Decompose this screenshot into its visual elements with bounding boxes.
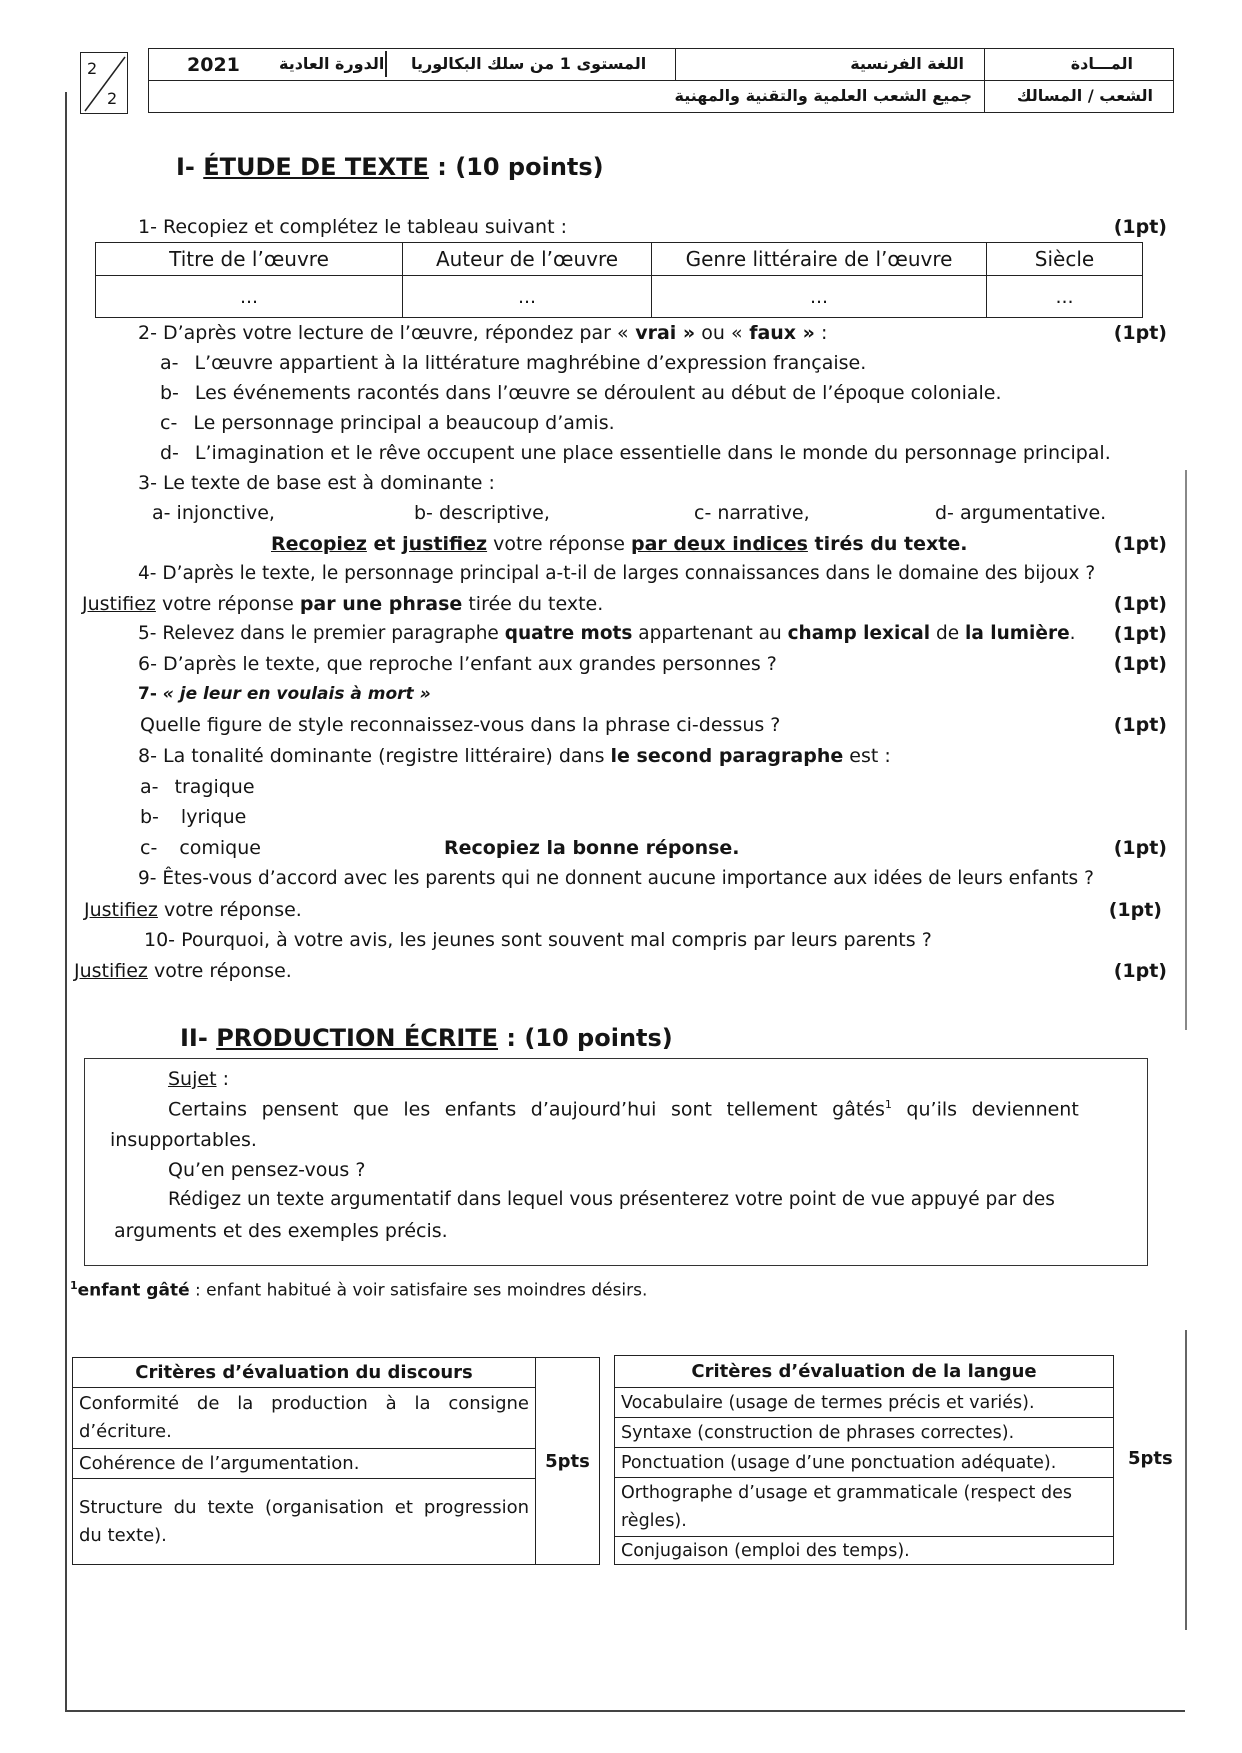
q1-cell-century: ... bbox=[987, 276, 1143, 318]
part2-title-num: II- bbox=[180, 1024, 208, 1052]
question-4: 4- D’après le texte, le personnage principal a-t-il de larges connaissances dans le domaine des bijoux ? bbox=[138, 563, 1096, 584]
q5-g: . bbox=[1069, 623, 1076, 644]
q2-item-text: Le personnage principal a beaucoup d’amis. bbox=[193, 412, 615, 434]
discourse-header: Critères d’évaluation du discours bbox=[73, 1358, 536, 1388]
q10-justify-rest: votre réponse. bbox=[147, 960, 292, 982]
q4-justify bbox=[82, 593, 603, 615]
q5-a: 5- Relevez dans le premier paragraphe bbox=[138, 623, 505, 644]
question-2-suffix: : bbox=[814, 322, 828, 344]
language-row: Ponctuation (usage d’une ponctuation adéquate). bbox=[615, 1448, 1114, 1478]
q2-item-label: c- bbox=[160, 412, 178, 434]
q2-item-label: d- bbox=[160, 442, 179, 464]
q8-a: 8- La tonalité dominante (registre littéraire) dans bbox=[138, 745, 611, 767]
q9-justify-word: Justifiez bbox=[84, 899, 158, 921]
sujet-label bbox=[168, 1068, 229, 1090]
sujet-line-5: arguments et des exemples précis. bbox=[114, 1220, 448, 1242]
part2-title-text: PRODUCTION ÉCRITE bbox=[216, 1024, 499, 1052]
question-1: 1- Recopiez et complétez le tableau suivant : bbox=[138, 216, 567, 238]
q5-b: quatre mots bbox=[504, 623, 633, 644]
q5-c: appartenant au bbox=[632, 623, 788, 644]
q8-b: le second paragraphe bbox=[610, 745, 844, 767]
q3-instruction bbox=[271, 533, 967, 555]
footnote bbox=[70, 1279, 647, 1301]
q1-header-genre: Genre littéraire de l’œuvre bbox=[652, 243, 987, 276]
q2-item-text: L’œuvre appartient à la littérature maghrébine d’expression française. bbox=[194, 352, 867, 374]
question-9-points: (1pt) bbox=[1108, 899, 1162, 921]
question-10-points: (1pt) bbox=[1113, 960, 1167, 982]
q1-header-author: Auteur de l’œuvre bbox=[403, 243, 652, 276]
question-2-prefix: 2- D’après votre lecture de l’œuvre, répondez par « bbox=[138, 322, 629, 344]
q3-option-d: d- argumentative. bbox=[935, 502, 1107, 524]
sujet-line-4: Rédigez un texte argumentatif dans lequel vous présenterez votre point de vue appuyé par des bbox=[168, 1189, 1055, 1210]
q5-d: champ lexical bbox=[787, 623, 931, 644]
discourse-points: 5pts bbox=[536, 1358, 600, 1565]
sujet-line-2: insupportables. bbox=[110, 1129, 257, 1151]
page-number-total: 2 bbox=[107, 89, 118, 108]
q8-option-label: a- bbox=[140, 776, 159, 798]
q2-item-a bbox=[160, 352, 866, 374]
language-points: 5pts bbox=[1128, 1448, 1173, 1469]
question-9: 9- Êtes-vous d’accord avec les parents qui ne donnent aucune importance aux idées de leurs enfants ? bbox=[138, 868, 1094, 889]
q5-f: la lumière bbox=[965, 623, 1070, 644]
sujet-footnote-ref: 1 bbox=[884, 1098, 892, 1111]
q2-item-b bbox=[160, 382, 1002, 404]
q3-option-c: c- narrative, bbox=[694, 502, 810, 524]
q9-justify bbox=[84, 899, 302, 921]
question-7-quote-line bbox=[138, 684, 431, 704]
q8-option-label: c- bbox=[140, 837, 158, 859]
part2-title bbox=[180, 1024, 673, 1052]
language-row: Conjugaison (emploi des temps). bbox=[615, 1537, 1114, 1565]
q8-instruction: Recopiez la bonne réponse. bbox=[444, 837, 740, 859]
sujet-line-1a: Certains pensent que les enfants d’aujourd’hui sont tellement gâtés bbox=[168, 1098, 885, 1121]
q4-justify-rest-3: tirée du texte. bbox=[462, 593, 604, 615]
q7-num: 7- bbox=[138, 684, 157, 704]
question-1-points: (1pt) bbox=[1113, 216, 1167, 238]
criteria-language-table bbox=[614, 1355, 1114, 1565]
question-6-points: (1pt) bbox=[1113, 653, 1167, 675]
question-8 bbox=[138, 745, 891, 767]
q8-option-label: b- bbox=[140, 806, 159, 828]
question-7-points: (1pt) bbox=[1113, 714, 1167, 736]
q1-table bbox=[95, 242, 1143, 318]
exam-level: المستوى 1 من سلك البكالوريا bbox=[411, 54, 647, 73]
q1-cell-title: ... bbox=[96, 276, 403, 318]
q3-instr-votre: votre réponse bbox=[487, 533, 631, 555]
question-3: 3- Le texte de base est à dominante : bbox=[138, 472, 495, 494]
streams-value: جميع الشعب العلمية والتقنية والمهنية bbox=[674, 86, 972, 105]
q7-quote: « je leur en voulais à mort » bbox=[156, 684, 431, 704]
question-3-points: (1pt) bbox=[1113, 533, 1167, 555]
language-row: Orthographe d’usage et grammaticale (respect des règles). bbox=[615, 1478, 1114, 1537]
q1-cell-author: ... bbox=[403, 276, 652, 318]
question-2-vrai: vrai » bbox=[628, 322, 696, 344]
exam-year: 2021 bbox=[187, 54, 240, 76]
q5-e: de bbox=[930, 623, 965, 644]
q1-header-title: Titre de l’œuvre bbox=[96, 243, 403, 276]
question-7: Quelle figure de style reconnaissez-vous dans la phrase ci-dessus ? bbox=[140, 714, 781, 736]
q4-justify-rest-2: par une phrase bbox=[299, 593, 463, 615]
q4-justify-word: Justifiez bbox=[82, 593, 156, 615]
q8-option-text: lyrique bbox=[180, 806, 247, 828]
q8-option-b bbox=[140, 806, 246, 828]
footnote-term: enfant gâté bbox=[77, 1280, 190, 1301]
footnote-num: 1 bbox=[70, 1279, 78, 1292]
q1-header-century: Siècle bbox=[987, 243, 1143, 276]
page-frame-left bbox=[65, 92, 67, 1712]
exam-session: الدورة العادية bbox=[279, 54, 385, 73]
q3-instr-indices: par deux indices bbox=[631, 533, 808, 555]
page-frame-right-lower bbox=[1185, 1330, 1187, 1630]
part1-title-num: I- bbox=[176, 153, 195, 181]
part1-title bbox=[176, 153, 604, 181]
sujet-line-1 bbox=[168, 1098, 1079, 1120]
page-number-box bbox=[80, 52, 128, 114]
discourse-row: Conformité de la production à la consigne d’écriture. bbox=[73, 1388, 536, 1449]
language-row: Vocabulaire (usage de termes précis et variés). bbox=[615, 1388, 1114, 1418]
q3-option-b: b- descriptive, bbox=[414, 502, 550, 524]
discourse-row: Cohérence de l’argumentation. bbox=[73, 1449, 536, 1479]
session-divider bbox=[385, 51, 387, 77]
page-frame-bottom bbox=[65, 1710, 1185, 1712]
footnote-text: : enfant habitué à voir satisfaire ses moindres désirs. bbox=[189, 1280, 648, 1301]
streams-value-cell bbox=[148, 80, 985, 113]
subject-label-cell bbox=[984, 48, 1174, 81]
q9-justify-rest: votre réponse. bbox=[157, 899, 302, 921]
question-2 bbox=[138, 322, 827, 344]
question-5-points: (1pt) bbox=[1113, 623, 1167, 645]
q8-option-c bbox=[140, 837, 261, 859]
question-5 bbox=[138, 623, 1076, 644]
q1-cell-genre: ... bbox=[652, 276, 987, 318]
criteria-discourse-table bbox=[72, 1357, 600, 1565]
q3-instr-justifiez: justifiez bbox=[402, 533, 488, 555]
language-row: Syntaxe (construction de phrases correctes). bbox=[615, 1418, 1114, 1448]
q2-item-text: L’imagination et le rêve occupent une place essentielle dans le monde du personnage principal. bbox=[194, 442, 1111, 464]
q3-option-a: a- injonctive, bbox=[152, 502, 275, 524]
q8-option-a bbox=[140, 776, 255, 798]
subject-value-cell bbox=[675, 48, 985, 81]
q3-instr-et: et bbox=[366, 533, 403, 555]
part1-title-points: : (10 points) bbox=[437, 153, 604, 181]
part1-title-text: ÉTUDE DE TEXTE bbox=[203, 153, 429, 181]
page-number-current: 2 bbox=[87, 59, 98, 78]
streams-label-cell bbox=[984, 80, 1174, 113]
question-6: 6- D’après le texte, que reproche l’enfant aux grandes personnes ? bbox=[138, 653, 777, 675]
sujet-line-1b: qu’ils deviennent bbox=[891, 1098, 1079, 1121]
q3-instr-recopiez: Recopiez bbox=[271, 533, 367, 555]
subject-label: المـــادة bbox=[1070, 54, 1133, 73]
sujet-label-colon: : bbox=[216, 1068, 229, 1090]
question-2-points: (1pt) bbox=[1113, 322, 1167, 344]
sujet-label-word: Sujet bbox=[168, 1068, 217, 1090]
sujet-line-3: Qu’en pensez-vous ? bbox=[168, 1159, 366, 1181]
q2-item-text: Les événements racontés dans l’œuvre se déroulent au début de l’époque coloniale. bbox=[194, 382, 1002, 404]
q8-option-text: comique bbox=[179, 837, 261, 859]
q10-justify bbox=[74, 960, 292, 982]
question-4-points: (1pt) bbox=[1113, 593, 1167, 615]
q10-justify-word: Justifiez bbox=[74, 960, 148, 982]
subject-value: اللغة الفرنسية bbox=[850, 54, 964, 73]
q2-item-label: b- bbox=[160, 382, 179, 404]
session-cell bbox=[148, 48, 676, 81]
q2-item-label: a- bbox=[160, 352, 179, 374]
question-8-points: (1pt) bbox=[1113, 837, 1167, 859]
q3-instr-tires: tirés du texte. bbox=[807, 533, 968, 555]
q8-c: est : bbox=[843, 745, 891, 767]
part2-title-points: : (10 points) bbox=[506, 1024, 673, 1052]
language-header: Critères d’évaluation de la langue bbox=[615, 1356, 1114, 1388]
streams-label: الشعب / المسالك bbox=[1016, 86, 1153, 105]
discourse-row: Structure du texte (organisation et progression du texte). bbox=[73, 1479, 536, 1565]
page-frame-right bbox=[1185, 470, 1187, 1030]
q2-item-d bbox=[160, 442, 1111, 464]
question-2-faux: faux » bbox=[742, 322, 815, 344]
q4-justify-rest-1: votre réponse bbox=[155, 593, 300, 615]
question-10: 10- Pourquoi, à votre avis, les jeunes sont souvent mal compris par leurs parents ? bbox=[144, 929, 932, 951]
q2-item-c bbox=[160, 412, 615, 434]
q8-option-text: tragique bbox=[174, 776, 255, 798]
question-2-mid: ou « bbox=[695, 322, 743, 344]
